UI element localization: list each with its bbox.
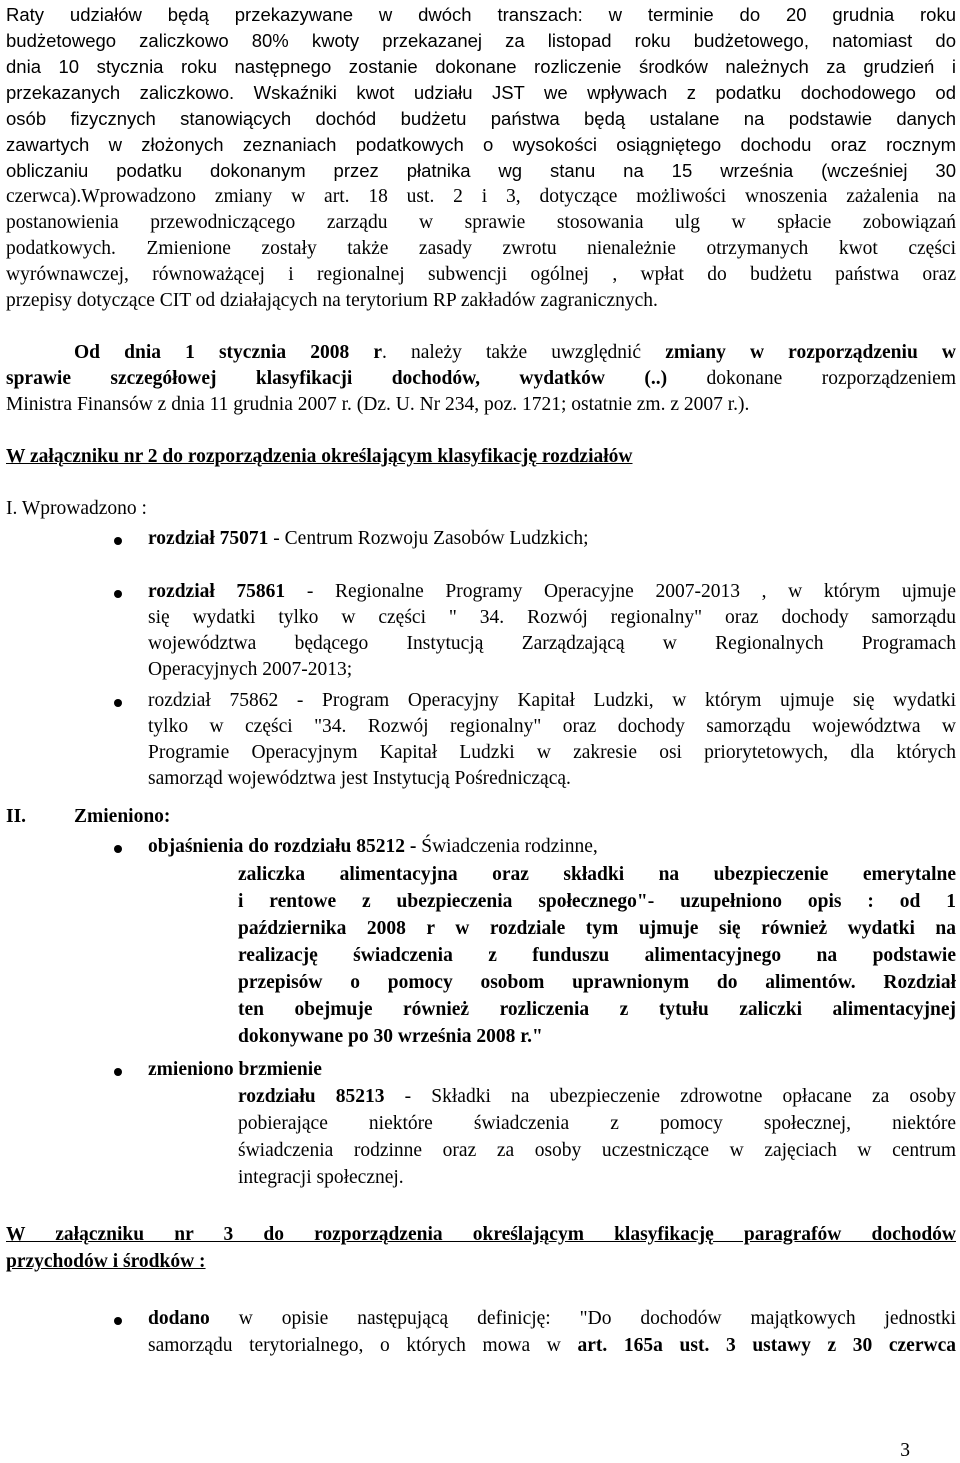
section2-number: II. <box>6 806 27 827</box>
section2-item1-line3: października 2008 r w rozdziale tym ujmuje się również wydatki na <box>238 918 956 939</box>
section3-line1: dodano w opisie następującą definicję: "Do dochodów majątkowych jednostki <box>148 1308 956 1329</box>
section2-item2-line4: integracji społecznej. <box>238 1167 404 1188</box>
section2-item1-line4: realizację świadczenia z funduszu alimentacyjnego na podstawie <box>238 945 956 966</box>
section2-item1: objaśnienia do rozdziału 85212 - Świadczenia rodzinne, <box>148 836 598 857</box>
bullet-icon <box>114 537 122 545</box>
section2-label: Zmieniono: <box>74 806 171 827</box>
page-number: 3 <box>900 1440 910 1461</box>
section2-item1-line5: przepisów o pomocy osobom uprawnionym do alimentów. Rozdział <box>238 972 956 993</box>
para1-line3: dnia 10 stycznia roku następnego zostanie dokonane rozliczenie środków należnych za grudzień i <box>6 56 956 77</box>
heading-zalacznik-3-line2: przychodów i środków : <box>6 1251 206 1272</box>
section2-item1-line7: dokonywane po 30 września 2008 r." <box>238 1026 543 1047</box>
para2-line2: sprawie szczegółowej klasyfikacji dochodów, wydatków (..) dokonane rozporządzeniem <box>6 368 956 389</box>
section1-item3-line1: rozdział 75862 - Program Operacyjny Kapitał Ludzki, w którym ujmuje się wydatki <box>148 690 956 711</box>
para1-line5: osób fizycznych stanowiących dochód budżetu państwa będą ustalane na podstawie danych <box>6 108 956 129</box>
section2-item1-line2: i rentowe z ubezpieczenia społecznego"- uzupełniono opis : od 1 <box>238 891 956 912</box>
para1-line11: wyrównawczej, równoważącej i regionalnej subwencji ogólnej , wpłat do budżetu państwa oraz <box>6 264 956 285</box>
section2-item2-line3: świadczenia rodzinne oraz za osoby uczestniczące w zajęciach w centrum <box>238 1140 956 1161</box>
section1-item2-line4: Operacyjnych 2007-2013; <box>148 659 353 680</box>
para1-line9: postanowienia przewodniczącego zarządu w sprawie stosowania ulg w spłacie zobowiązań <box>6 212 956 233</box>
para1-line2: budżetowego zaliczkowo 80% kwoty przekazanej za listopad roku budżetowego, natomiast do <box>6 30 956 51</box>
section1-item3-line2: tylko w części "34. Rozwój regionalny" oraz dochody samorządu województwa w <box>148 716 956 737</box>
para1-line8: czerwca).Wprowadzono zmiany w art. 18 ust. 2 i 3, dotyczące możliwości wnoszenia zażalenia na <box>6 186 956 207</box>
section3-line2: samorządu terytorialnego, o których mowa w art. 165a ust. 3 ustawy z 30 czerwca <box>148 1335 956 1356</box>
section1-label: I. Wprowadzono : <box>6 498 147 519</box>
para2-line1: Od dnia 1 stycznia 2008 r. należy także uwzględnić zmiany w rozporządzeniu w <box>74 342 956 363</box>
section1-item3-line3: Programie Operacyjnym Kapitał Ludzki w zakresie osi priorytetowych, dla których <box>148 742 956 763</box>
bullet-icon <box>114 590 122 598</box>
section1-item2-line2: się wydatki tylko w części " 34. Rozwój regionalny" oraz dochody samorządu <box>148 607 956 628</box>
section2-item2-line2: pobierające niektóre świadczenia z pomocy społecznej, niektóre <box>238 1113 956 1134</box>
bullet-icon <box>114 1317 122 1325</box>
para1-line1: Raty udziałów będą przekazywane w dwóch transzach: w terminie do 20 grudnia roku <box>6 4 956 25</box>
bullet-icon <box>114 699 122 707</box>
bullet-icon <box>114 1068 122 1076</box>
para1-line12: przepisy dotyczące CIT od działających na terytorium RP zakładów zagranicznych. <box>6 290 658 311</box>
section2-item1-line6: ten obejmuje również rozliczenia z tytułu zaliczki alimentacyjnej <box>238 999 956 1020</box>
para1-line4: przekazanych zaliczkowo. Wskaźniki kwot udziału JST we wpływach z podatku dochodowego od <box>6 82 956 103</box>
heading-zalacznik-3-line1: W załączniku nr 3 do rozporządzenia określającym klasyfikację paragrafów dochodów <box>6 1224 956 1245</box>
bullet-icon <box>114 845 122 853</box>
section1-item2-line1: rozdział 75861 - Regionalne Programy Operacyjne 2007-2013 , w którym ujmuje <box>148 581 956 602</box>
para1-line10: podatkowych. Zmienione zostały także zasady zwrotu nienależnie otrzymanych kwot części <box>6 238 956 259</box>
section2-item2-title: zmieniono brzmienie <box>148 1059 322 1080</box>
para1-line6: zawartych w złożonych zeznaniach podatkowych o wysokości osiągniętego dochodu oraz rocznym <box>6 134 956 155</box>
section2-item1-line1: zaliczka alimentacyjna oraz składki na ubezpieczenie emerytalne <box>238 864 956 885</box>
section1-item1: rozdział 75071 - Centrum Rozwoju Zasobów Ludzkich; <box>148 528 589 549</box>
section2-item2-line1: rozdziału 85213 - Składki na ubezpieczenie zdrowotne opłacane za osoby <box>238 1086 956 1107</box>
section1-item3-line4: samorząd województwa jest Instytucją Pośredniczącą. <box>148 768 571 789</box>
para2-line3: Ministra Finansów z dnia 11 grudnia 2007 r. (Dz. U. Nr 234, poz. 1721; ostatnie zm. z 2007 r.). <box>6 394 750 415</box>
heading-zalacznik-2: W załączniku nr 2 do rozporządzenia określającym klasyfikację rozdziałów <box>6 446 633 467</box>
section1-item2-line3: województwa będącego Instytucją Zarządzającą w Regionalnych Programach <box>148 633 956 654</box>
para1-line7: obliczaniu podatku dokonanym przez płatnika wg stanu na 15 września (wcześniej 30 <box>6 160 956 181</box>
